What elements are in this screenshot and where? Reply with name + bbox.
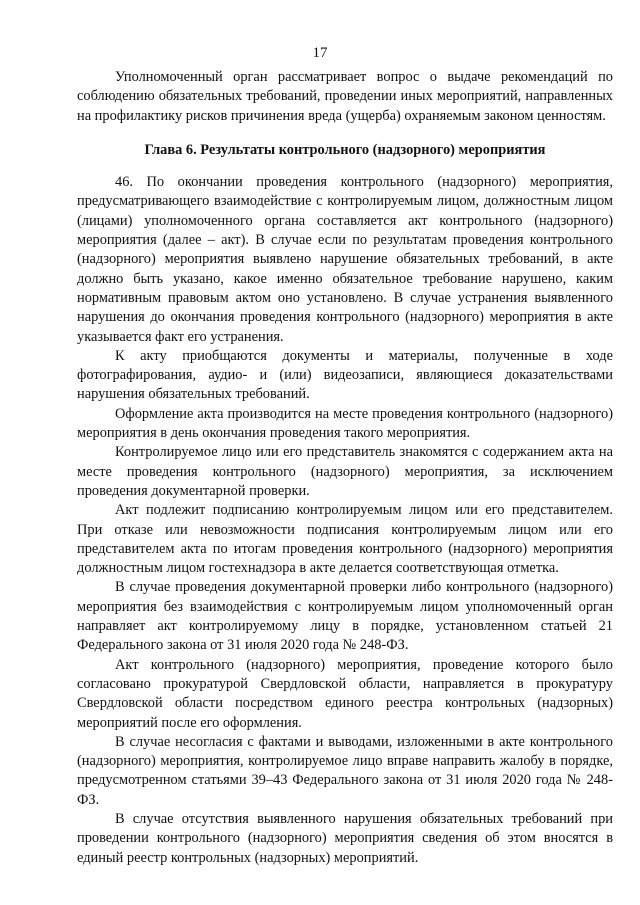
intro-paragraph: Уполномоченный орган рассматривает вопрос о выдаче рекомендаций по соблюдению обязательных требований, проведении иных мероприятий, направленных на профилактику рисков причинения вреда (ущерба) охраняемым законом ценностям.: [77, 69, 613, 124]
paragraph-attached-materials: К акту приобщаются документы и материалы, полученные в ходе фотографирования, аудио- и (или) видеозаписи, являющиеся доказательствами нарушения обязательных требований.: [77, 347, 613, 403]
paragraph-prosecutor-agreement: Акт контрольного (надзорного) мероприятия, проведение которого было согласовано прокуратурой Свердловской области, направляется в прокуратуру Свердловской области посредством единого реестра контрольных (надзорных) мероприятий после его оформления.: [77, 656, 613, 731]
paragraph-act-registration: Оформление акта производится на месте проведения контрольного (надзорного) мероприятия в день окончания проведения такого мероприятия.: [77, 405, 613, 442]
paragraph-no-violation: В случае отсутствия выявленного нарушения обязательных требований при проведении контрольного (надзорного) мероприятия сведения об этом вносятся в единый реестр контрольных (надзорных) мероприятий.: [77, 810, 613, 866]
document-body: [77, 68, 613, 868]
paragraph-act-familiarization: Контролируемое лицо или его представитель знакомятся с содержанием акта на месте проведения контрольного (надзорного) мероприятия, за исключением проведения документарной проверки.: [77, 444, 613, 499]
paragraph-complaint: В случае несогласия с фактами и выводами, изложенными в акте контрольного (надзорного) мероприятия, контролируемое лицо вправе направить жалобу в порядке, предусмотренном статьями 39–43 Федерального закона от 31 июля 2020 года № 248-ФЗ.: [77, 733, 613, 808]
chapter-heading: Глава 6. Результаты контрольного (надзорного) мероприятия: [144, 141, 546, 158]
paragraph-documentary-check: В случае проведения документарной проверки либо контрольного (надзорного) мероприятия без взаимодействия с контролируемым лицом уполномоченный орган направляет акт контролируемому лицу в порядке, установленном статьей 21 Федерального закона от 31 июля 2020 года № 248-ФЗ.: [77, 579, 613, 654]
page-number: 17: [312, 45, 328, 61]
paragraph-46: 46. По окончании проведения контрольного (надзорного) мероприятия, предусматривающего взаимодействие с контролируемым лицом, должностным лицом (лицами) уполномоченного органа составляется акт контрольного (надзорного) мероприятия (далее – акт). В случае если по результатам проведения контрольного (надзорного) мероприятия выявлено нарушение обязательных требований, в акте должно быть указано, какое именно обязательное требование нарушено, каким нормативным правовым актом оно установлено. В случае устранения выявленного нарушения до окончания проведения контрольного (надзорного) мероприятия в акте указывается факт его устранения.: [77, 174, 613, 345]
paragraph-act-signing: Акт подлежит подписанию контролируемым лицом или его представителем. При отказе или невозможности подписания контролируемым лицом или его представителем акта по итогам проведения контрольного (надзорного) мероприятия должностным лицом гостехнадзора в акте делается соответствующая отметка.: [77, 502, 613, 577]
